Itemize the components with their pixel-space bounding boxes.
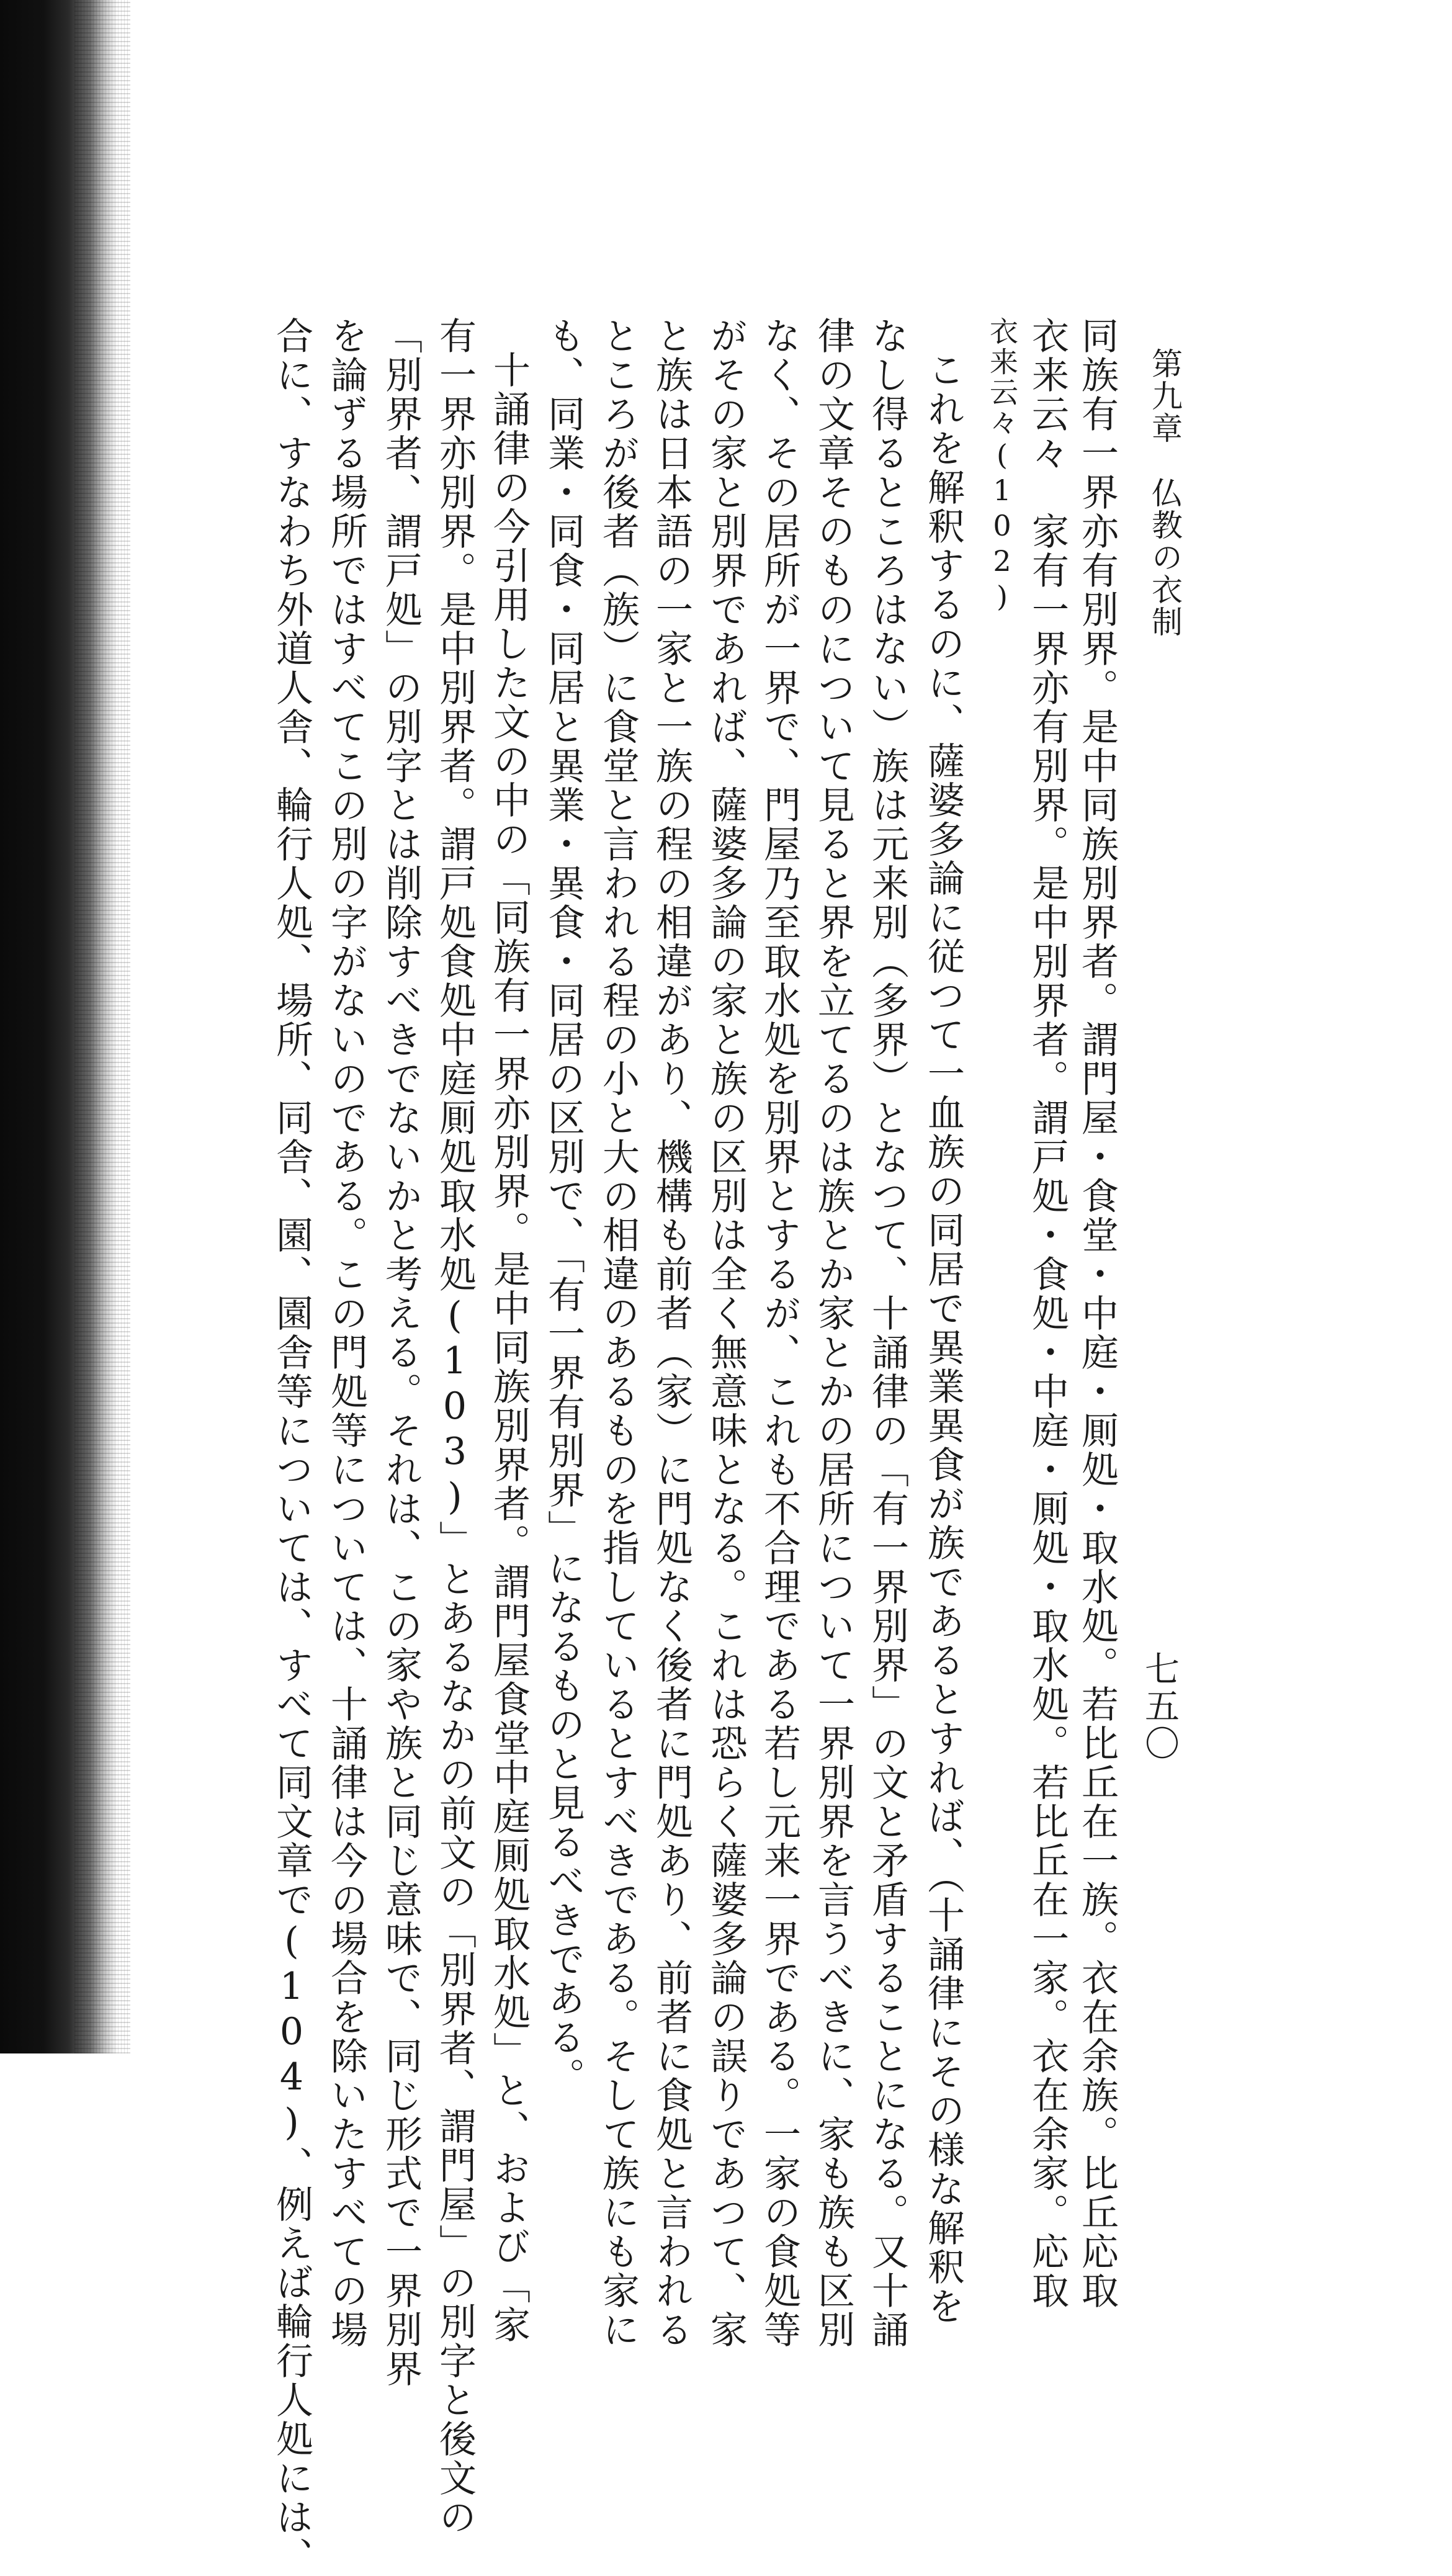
text-column: これを解釈するのに、薩婆多論に従つて一血族の同居で異業異食が族であるとすれば、（十誦律にその様な解釈を <box>921 351 965 2326</box>
text-column: 衣来云々 家有一界亦有別界。是中別界者。謂戸処・食処・中庭・厠処・取水処。若比丘在一家。衣在余家。応取 <box>1026 316 1069 2310</box>
text-column: がその家と別界であれば、薩婆多論の家と族の区別は全く無意味となる。これは恐らく薩婆多論の誤りであつて、家 <box>704 316 748 2349</box>
chapter-title: 第九章 仏教の衣制 <box>1147 348 1183 638</box>
text-column: も、同業・同食・同居と異業・異食・同居の区別で、「有一界有別界」になるものと見るべきである。 <box>542 316 585 2096</box>
page-number: 七五〇 <box>1139 1651 1180 1762</box>
text-column: 「別界者、謂戸処」の別字とは削除すべきでないかと考える。それは、この家や族と同じ意味で、同じ形式で一界別界 <box>379 316 423 2389</box>
text-column: 律の文章そのものについて見ると界を立てるのは族とか家とかの居所について一界別界を言うべきに、家も族も区別 <box>812 316 855 2349</box>
text-column: 同族有一界亦有別界。是中同族別界者。謂門屋・食堂・中庭・厠処・取水処。若比丘在一族。衣在余族。比丘応取 <box>1075 316 1119 2310</box>
text-column: なし得るところはない）族は元来別（多界）となつて、十誦律の「有一界別界」の文と矛盾することになる。又十誦 <box>866 316 909 2349</box>
text-column: 十誦律の今引用した文の中の「同族有一界亦別界。是中同族別界者。謂門屋食堂中庭厠処取水処」と、および「家 <box>487 351 531 2345</box>
scan-gutter-noise <box>74 0 130 2053</box>
text-column: ところが後者（族）に食堂と言われる程の小と大の相違のあるものを指しているとすべきである。そして族にも家に <box>596 316 640 2349</box>
text-column: なく、その居所が一界で、門屋乃至取水処を別界とするが、これも不合理である若し元来一界である。一家の食処等 <box>758 316 801 2349</box>
text-column: と族は日本語の一家と一族の程の相違があり、機構も前者（家）に門処なく後者に門処あり、前者に食処と言われる <box>650 316 693 2349</box>
text-column: 有一界亦別界。是中別界者。謂戸処食処中庭厠処取水処(103)」とあるなかの前文の「別界者、謂門屋」の別字と後文の <box>433 316 477 2537</box>
text-column: 衣来云々(102) <box>985 316 1019 615</box>
text-column: を論ずる場所ではすべてこの別の字がないのである。この門処等については、十誦律は今の場合を除いたすべての場 <box>325 316 368 2349</box>
text-column: 合に、すなわち外道人舎、輪行人処、場所、同舎、園、園舎等については、すべて同文章で(104)、例えば輪行人処には、 <box>270 316 313 2576</box>
